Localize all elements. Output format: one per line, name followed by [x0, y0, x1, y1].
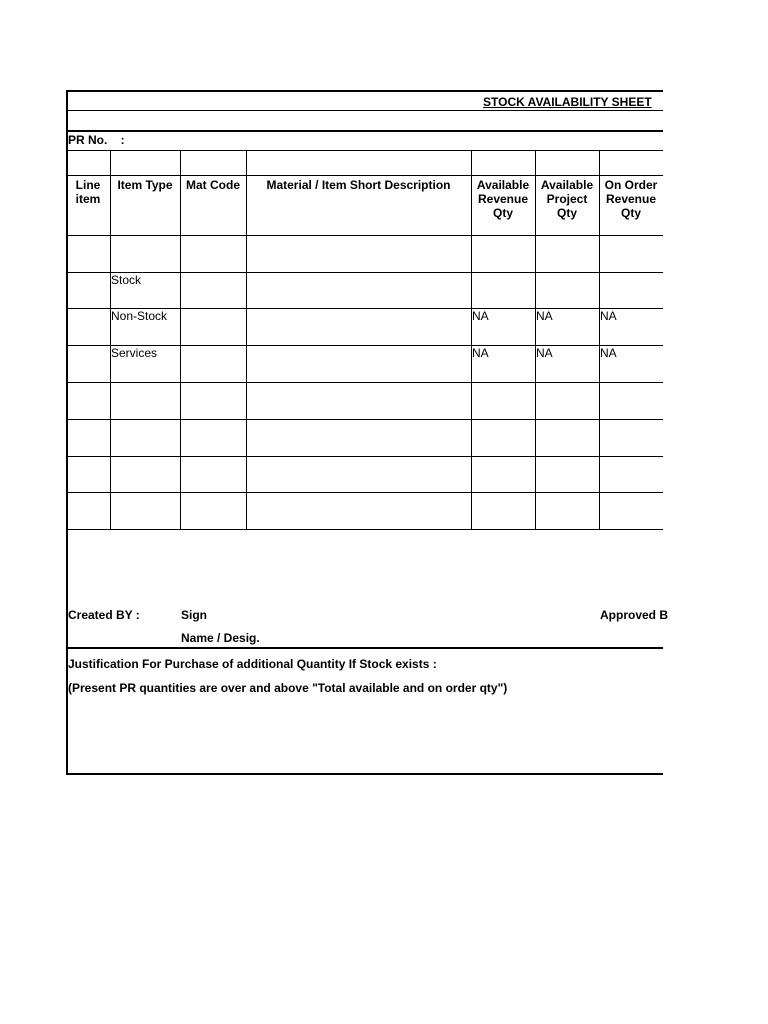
cell-line-item[interactable]	[67, 346, 109, 381]
cell-mat-code[interactable]	[181, 309, 245, 344]
name-designation-label: Name / Desig.	[181, 631, 260, 645]
header-line-item: Line item	[75, 178, 101, 206]
footer-divider	[66, 647, 663, 649]
cell-available-revenue-qty[interactable]	[472, 530, 534, 565]
cell-description[interactable]	[247, 309, 470, 344]
cell-line-item[interactable]	[67, 236, 109, 271]
cell-item-type[interactable]: Services	[111, 346, 158, 360]
cell-available-revenue-qty[interactable]	[472, 493, 534, 528]
cell-description[interactable]	[247, 493, 470, 528]
cell-description[interactable]	[247, 420, 470, 455]
cell-mat-code[interactable]	[181, 420, 245, 455]
cell-mat-code[interactable]	[181, 493, 245, 528]
cell-mat-code[interactable]	[181, 273, 245, 307]
cell-available-project-qty[interactable]	[536, 530, 598, 565]
cell-on-order-revenue-qty[interactable]	[600, 420, 662, 455]
cell-line-item[interactable]	[67, 493, 109, 528]
pr-number-label: PR No. :	[68, 133, 125, 147]
cell-available-project-qty[interactable]	[536, 457, 598, 491]
header-item-type: Item Type	[117, 178, 173, 192]
cell-description[interactable]	[247, 346, 470, 381]
stock-availability-sheet	[66, 90, 669, 775]
cell-available-revenue-qty[interactable]	[472, 273, 534, 307]
cell-available-revenue-qty[interactable]	[472, 383, 534, 418]
cell-line-item[interactable]	[67, 383, 109, 418]
table-row-divider	[66, 175, 663, 176]
stock-table	[66, 150, 663, 566]
approved-by-label: Approved B	[600, 608, 669, 622]
cell-on-order-revenue-qty[interactable]	[600, 236, 662, 271]
cell-item-type[interactable]: Stock	[111, 273, 142, 287]
sheet-bottom-border	[66, 773, 663, 775]
cell-description[interactable]	[247, 236, 470, 271]
cell-description[interactable]	[247, 383, 470, 418]
cell-available-project-qty[interactable]: NA	[536, 309, 553, 323]
cell-mat-code[interactable]	[181, 457, 245, 491]
cell-on-order-revenue-qty[interactable]	[600, 493, 662, 528]
justification-heading: Justification For Purchase of additional Quantity If Stock exists :	[68, 657, 437, 671]
cell-mat-code[interactable]	[181, 236, 245, 271]
created-by-label: Created BY :	[68, 608, 140, 622]
cell-description[interactable]	[247, 273, 470, 307]
cell-mat-code[interactable]	[181, 530, 245, 565]
sheet-title: STOCK AVAILABILITY SHEET	[483, 95, 652, 109]
cell-available-project-qty[interactable]	[536, 420, 598, 455]
cell-item-type[interactable]	[111, 530, 179, 565]
cell-item-type[interactable]	[111, 493, 179, 528]
sheet-top-border	[66, 90, 663, 92]
sign-label: Sign	[181, 608, 207, 622]
cell-on-order-revenue-qty[interactable]	[600, 383, 662, 418]
cell-available-project-qty[interactable]	[536, 383, 598, 418]
cell-line-item[interactable]	[67, 309, 109, 344]
cell-available-revenue-qty[interactable]: NA	[472, 309, 489, 323]
cell-available-project-qty[interactable]: NA	[536, 346, 553, 360]
justification-note: (Present PR quantities are over and above "Total available and on order qty")	[68, 681, 508, 695]
cell-line-item[interactable]	[67, 420, 109, 455]
cell-on-order-revenue-qty[interactable]	[600, 530, 662, 565]
cell-mat-code[interactable]	[181, 346, 245, 381]
cell-item-type[interactable]	[111, 236, 179, 271]
cell-line-item[interactable]	[67, 530, 109, 565]
cell-line-item[interactable]	[67, 457, 109, 491]
header-description: Material / Item Short Description	[266, 178, 451, 192]
cell-available-revenue-qty[interactable]	[472, 457, 534, 491]
cell-available-project-qty[interactable]	[536, 236, 598, 271]
cell-mat-code[interactable]	[181, 383, 245, 418]
header-available-revenue-qty: Available Revenue Qty	[476, 178, 530, 220]
cell-available-revenue-qty[interactable]: NA	[472, 346, 489, 360]
cell-item-type[interactable]	[111, 383, 179, 418]
cell-on-order-revenue-qty[interactable]	[600, 273, 662, 307]
cell-line-item[interactable]	[67, 273, 109, 307]
header-available-project-qty: Available Project Qty	[540, 178, 594, 220]
cell-item-type[interactable]	[111, 457, 179, 491]
cell-description[interactable]	[247, 457, 470, 491]
cell-available-project-qty[interactable]	[536, 273, 598, 307]
cell-item-type[interactable]	[111, 420, 179, 455]
cell-on-order-revenue-qty[interactable]: NA	[600, 309, 617, 323]
cell-available-revenue-qty[interactable]	[472, 236, 534, 271]
header-on-order-revenue-qty: On Order Revenue Qty	[604, 178, 658, 220]
cell-description[interactable]	[247, 530, 470, 565]
cell-available-revenue-qty[interactable]	[472, 420, 534, 455]
header-mat-code: Mat Code	[186, 178, 240, 192]
cell-on-order-revenue-qty[interactable]	[600, 457, 662, 491]
cell-on-order-revenue-qty[interactable]: NA	[600, 346, 617, 360]
cell-available-project-qty[interactable]	[536, 493, 598, 528]
pr-divider	[66, 130, 663, 132]
title-divider	[66, 110, 663, 111]
table-row-divider	[66, 150, 663, 151]
cell-item-type[interactable]: Non-Stock	[111, 309, 168, 323]
